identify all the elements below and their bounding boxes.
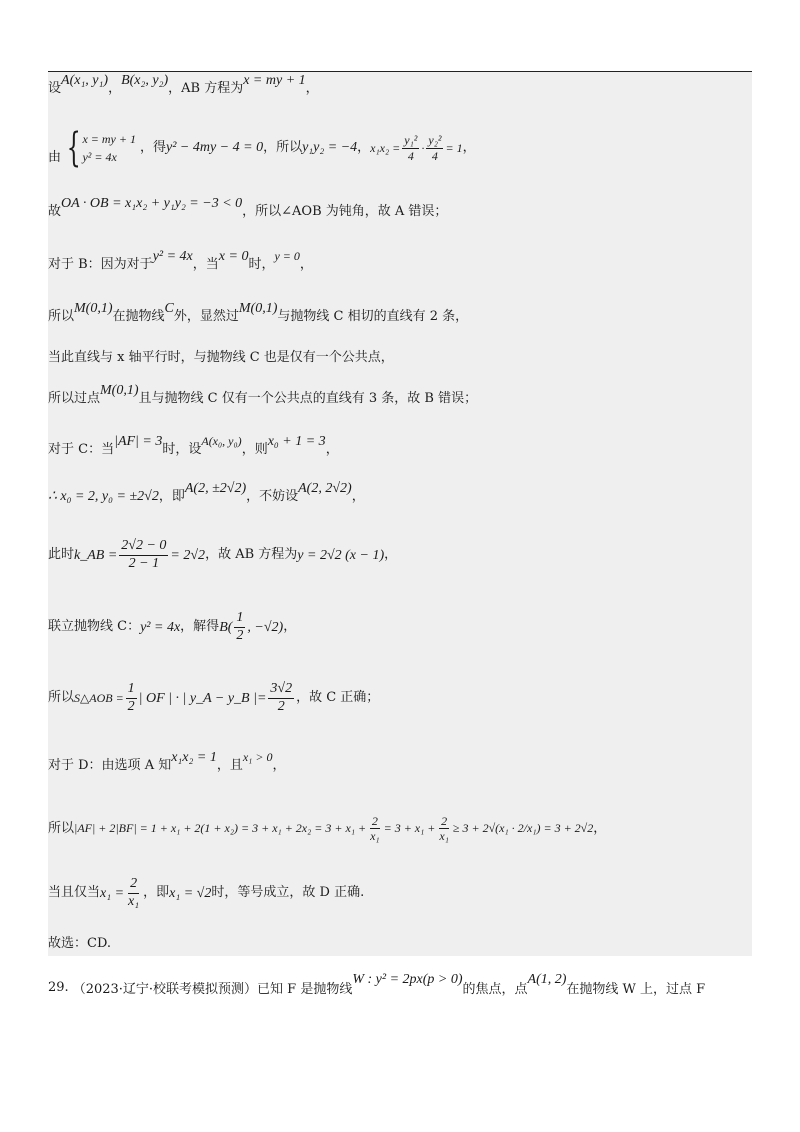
text: 与抛物线 C 相切的直线有 2 条， [277, 308, 469, 324]
text: 当且仅当 [48, 885, 101, 901]
fraction [126, 681, 137, 716]
solution-line-6 [48, 350, 394, 366]
fraction-numerator: y₂² [428, 133, 442, 148]
text: 已知 F 是抛物线 [257, 982, 353, 997]
math-slope-value: = 2√2 [170, 547, 206, 563]
fraction-numerator: 2 [371, 814, 378, 828]
text: ，故 C 正确； [296, 690, 380, 706]
math-dot-product: OA · OB = x₁x₂ + y₁y₂ = −3 < 0 [61, 196, 243, 211]
answer-text: 故选：CD. [48, 936, 112, 951]
math-point-b: B(x₂, y₂) [121, 73, 169, 88]
math-slope: k_AB = [74, 547, 118, 563]
text: ， [351, 488, 365, 504]
math-point-a: A(1, 2) [527, 971, 567, 987]
text: ，所以 [263, 139, 303, 155]
math-parabola: y² = 4x [152, 249, 193, 264]
math-product-x: x₁x₂ = 1 [171, 750, 217, 765]
solution-line-9 [48, 481, 365, 506]
fraction-denominator: x₁ [370, 829, 380, 844]
system-row-2: y² = 4x [82, 150, 117, 164]
math-sum-expr: = 3 + x₁ + [383, 821, 436, 836]
solution-line-13 [48, 750, 286, 775]
text: ，即 [158, 488, 185, 504]
text: 时，设 [162, 441, 202, 457]
text: ， [357, 139, 371, 155]
fraction-denominator: 4 [407, 148, 414, 163]
math-point-b-post: , −√2) [247, 619, 284, 635]
math-parabola: y² = 4x [140, 619, 181, 635]
solution-line-8 [48, 434, 339, 459]
solution-line-3 [48, 196, 448, 221]
text: 所以 [48, 308, 75, 324]
fraction-numerator: 3√2 [268, 681, 294, 699]
math-af-length: |AF| = 3 [114, 434, 163, 449]
fraction-numerator: 2 [128, 876, 139, 894]
math-area-expr: | OF | · | y_A − y_B |= [138, 690, 267, 706]
math-point-a-pm: A(2, ±2√2) [184, 481, 247, 496]
math-y-zero: y = 0 [274, 249, 300, 264]
fraction [426, 133, 443, 163]
text: 所以过点 [48, 390, 101, 406]
math-coordinates: ∴ x₀ = 2, y₀ = ±2√2 [48, 489, 159, 504]
math-product-y: y₁y₂ = −4 [302, 140, 358, 156]
solution-line-5 [48, 301, 469, 326]
math-curve-c: C [164, 301, 174, 316]
text: ， [325, 441, 339, 457]
math-point-m: M(0,1) [238, 301, 278, 316]
solution-line-10 [48, 538, 397, 573]
solution-line-2 [48, 125, 476, 171]
fraction [402, 133, 419, 163]
math-quadratic: y² − 4my − 4 = 0 [166, 140, 264, 156]
text: 对于 D：由选项 A 知 [48, 757, 172, 773]
text: 对于 B：因为对于 [48, 256, 153, 272]
text: ，当 [192, 256, 219, 272]
math-point-a-chosen: A(2, 2√2) [298, 481, 352, 496]
math-x-value: x₁ = √2 [169, 885, 212, 901]
fraction-numerator: 2√2 − 0 [119, 538, 168, 556]
fraction-numerator: 1 [234, 610, 245, 628]
text: ， [384, 547, 398, 563]
text: 的焦点，点 [462, 982, 528, 997]
brace-icon: { [66, 125, 81, 171]
dot-operator: · [421, 140, 425, 155]
solution-line-1 [48, 73, 319, 98]
math-point-a0: A(x₀, y₀) [201, 434, 242, 449]
equation-system [61, 125, 136, 171]
text: 当此直线与 x 轴平行时，与抛物线 C 也是仅有一个公共点， [48, 350, 394, 365]
text: ， [299, 256, 313, 272]
text: 在抛物线 [112, 308, 165, 324]
fraction-denominator: 2 − 1 [128, 555, 160, 571]
math-sum-expr: |AF| + 2|BF| = 1 + x₁ + 2(1 + x₂) = 3 + x₁ + 2x₂ = 3 + x₁ + [74, 821, 367, 836]
math-parabola-w: W : y² = 2px(p > 0) [352, 971, 463, 987]
fraction-numerator: 1 [126, 681, 137, 699]
fraction-denominator: 4 [431, 148, 438, 163]
text: ， [272, 757, 286, 773]
math-point-m: M(0,1) [74, 301, 113, 316]
math-inequality: ≥ 3 + 2√(x₁ · 2/x₁) = 3 + 2√2 [452, 821, 594, 836]
math-area: S△AOB = [74, 690, 124, 705]
text: 此时 [48, 547, 75, 563]
text: ，即 [143, 885, 170, 901]
fraction-denominator: 2 [277, 698, 285, 714]
text: 外，显然过 [173, 308, 239, 324]
text: 由 [48, 149, 62, 165]
solution-line-11 [48, 610, 296, 645]
math-point-b-pre: B( [219, 619, 233, 635]
fraction [119, 538, 168, 573]
math-x-zero: x = 0 [218, 249, 249, 264]
math-equals-one: = 1 [445, 140, 463, 155]
fraction [268, 681, 294, 716]
text: 时， [248, 256, 275, 272]
text: ，故 AB 方程为 [205, 547, 298, 563]
text: ，且 [216, 757, 243, 773]
solution-line-12 [48, 681, 379, 716]
math-product-x: x₁x₂ = [370, 140, 401, 155]
text: 设 [48, 80, 62, 96]
solution-line-14 [48, 814, 606, 844]
text: ，不妨设 [246, 488, 299, 504]
text: ，得 [139, 139, 166, 155]
text: 联立抛物线 C： [48, 619, 141, 635]
text: 所以 [48, 690, 75, 706]
solution-line-4 [48, 249, 313, 274]
fraction [437, 814, 451, 844]
math-point-m: M(0,1) [100, 383, 139, 398]
fraction-numerator: 2 [441, 814, 448, 828]
math-line-ab: y = 2√2 (x − 1) [297, 547, 385, 563]
text: ， [283, 619, 297, 635]
system-row-1: x = my + 1 [82, 132, 136, 146]
math-line-eq: x = my + 1 [243, 73, 306, 88]
text: ，则 [241, 441, 268, 457]
math-equality-cond: x₁ = [100, 885, 125, 901]
text: ，解得 [180, 619, 220, 635]
math-x-positive: x₁ > 0 [242, 750, 273, 765]
fraction [234, 610, 245, 645]
question-29 [48, 971, 706, 997]
solution-line-16 [48, 936, 111, 952]
text: 所以 [48, 820, 75, 836]
text: 且与抛物线 C 仅有一个公共点的直线有 3 条，故 B 错误； [138, 390, 478, 406]
fraction [126, 876, 141, 911]
solution-line-7 [48, 383, 478, 408]
fraction-denominator: x₁ [439, 829, 449, 844]
math-point-a: A(x₁, y₁) [61, 73, 109, 88]
text: ， [462, 139, 476, 155]
text: 在抛物线 W 上，过点 F [566, 982, 706, 997]
text: ， [108, 80, 122, 96]
question-source: （2023·辽宁·校联考模拟预测） [72, 982, 258, 997]
fraction-numerator: y₁² [404, 133, 418, 148]
fraction [368, 814, 382, 844]
math-focal-eq: x₀ + 1 = 3 [267, 434, 326, 449]
solution-line-15 [48, 876, 364, 911]
question-number: 29. [48, 980, 69, 995]
text: 故 [48, 203, 62, 219]
fraction-denominator: x₁ [128, 893, 140, 909]
text: ， [305, 80, 319, 96]
fraction-denominator: 2 [127, 698, 135, 714]
text: ，AB 方程为 [168, 80, 244, 96]
text: ， [593, 820, 607, 836]
fraction-denominator: 2 [236, 627, 244, 643]
text: 对于 C：当 [48, 441, 115, 457]
text: 时，等号成立，故 D 正确. [211, 885, 365, 901]
text: ，所以∠AOB 为钝角，故 A 错误； [242, 203, 448, 219]
